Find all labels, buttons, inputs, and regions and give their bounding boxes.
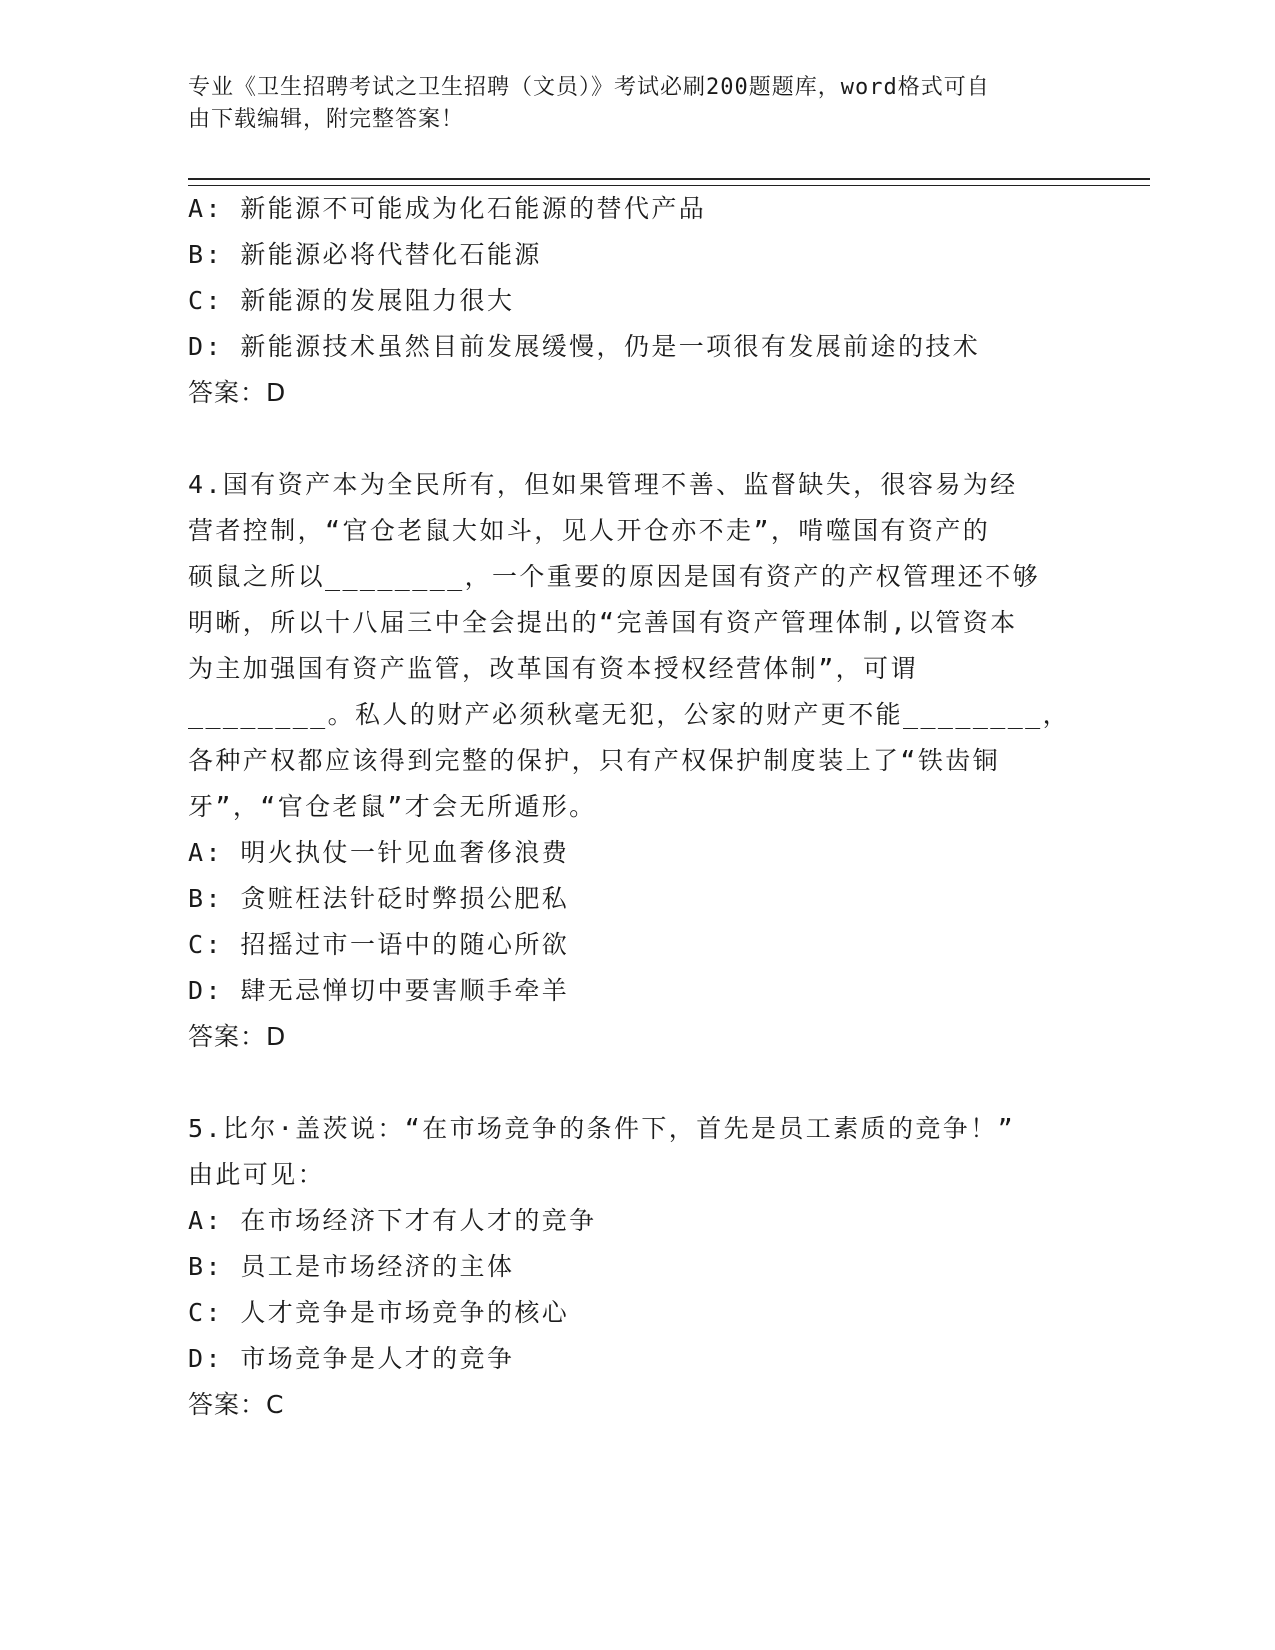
question-stem-line: ________。私人的财产必须秋毫无犯，公家的财产更不能________， bbox=[188, 700, 1071, 729]
document-header bbox=[188, 72, 1068, 136]
option-d: D: 新能源技术虽然目前发展缓慢，仍是一项很有发展前途的技术 bbox=[188, 332, 981, 361]
option-d: D: 市场竞争是人才的竞争 bbox=[188, 1344, 515, 1373]
option-a: A: 明火执仗一针见血奢侈浪费 bbox=[188, 838, 570, 867]
question-stem-line: 4.国有资产本为全民所有，但如果管理不善、监督缺失，很容易为经 bbox=[188, 470, 1018, 499]
question-4 bbox=[188, 462, 1088, 1060]
answer: 答案：D bbox=[188, 378, 287, 407]
header-line-1: 专业《卫生招聘考试之卫生招聘（文员）》考试必刷200题题库，word格式可自 bbox=[188, 75, 990, 100]
question-5 bbox=[188, 1106, 1088, 1428]
option-a: A: 新能源不可能成为化石能源的替代产品 bbox=[188, 194, 707, 223]
question-stem-line: 硕鼠之所以________，一个重要的原因是国有资产的产权管理还不够 bbox=[188, 562, 1041, 591]
question-stem-line: 由此可见： bbox=[188, 1160, 326, 1189]
spacer bbox=[188, 1060, 1088, 1106]
option-d: D: 肆无忌惮切中要害顺手牵羊 bbox=[188, 976, 570, 1005]
question-stem-line: 为主加强国有资产监管，改革国有资本授权经营体制”，可谓 bbox=[188, 654, 918, 683]
option-a: A: 在市场经济下才有人才的竞争 bbox=[188, 1206, 597, 1235]
question-stem-line: 明晰，所以十八届三中全会提出的“完善国有资产管理体制,以管资本 bbox=[188, 608, 1018, 637]
option-b: B: 贪赃枉法针砭时弊损公肥私 bbox=[188, 884, 570, 913]
spacer bbox=[188, 416, 1088, 462]
question-stem-line: 各种产权都应该得到完整的保护，只有产权保护制度装上了“铁齿铜 bbox=[188, 746, 1001, 775]
header-divider bbox=[188, 178, 1150, 186]
answer: 答案：C bbox=[188, 1390, 285, 1419]
answer: 答案：D bbox=[188, 1022, 287, 1051]
question-stem-line: 牙”，“官仓老鼠”才会无所遁形。 bbox=[188, 792, 597, 821]
header-line-2: 由下载编辑，附完整答案！ bbox=[188, 107, 465, 132]
option-c: C: 新能源的发展阻力很大 bbox=[188, 286, 515, 315]
question-3 bbox=[188, 186, 1088, 416]
question-stem-line: 5.比尔·盖茨说：“在市场竞争的条件下，首先是员工素质的竞争！” bbox=[188, 1114, 1016, 1143]
option-c: C: 人才竞争是市场竞争的核心 bbox=[188, 1298, 570, 1327]
option-b: B: 员工是市场经济的主体 bbox=[188, 1252, 515, 1281]
option-b: B: 新能源必将代替化石能源 bbox=[188, 240, 542, 269]
question-stem-line: 营者控制，“官仓老鼠大如斗，见人开仓亦不走”，啃噬国有资产的 bbox=[188, 516, 991, 545]
document-body bbox=[188, 186, 1088, 1428]
option-c: C: 招摇过市一语中的随心所欲 bbox=[188, 930, 570, 959]
